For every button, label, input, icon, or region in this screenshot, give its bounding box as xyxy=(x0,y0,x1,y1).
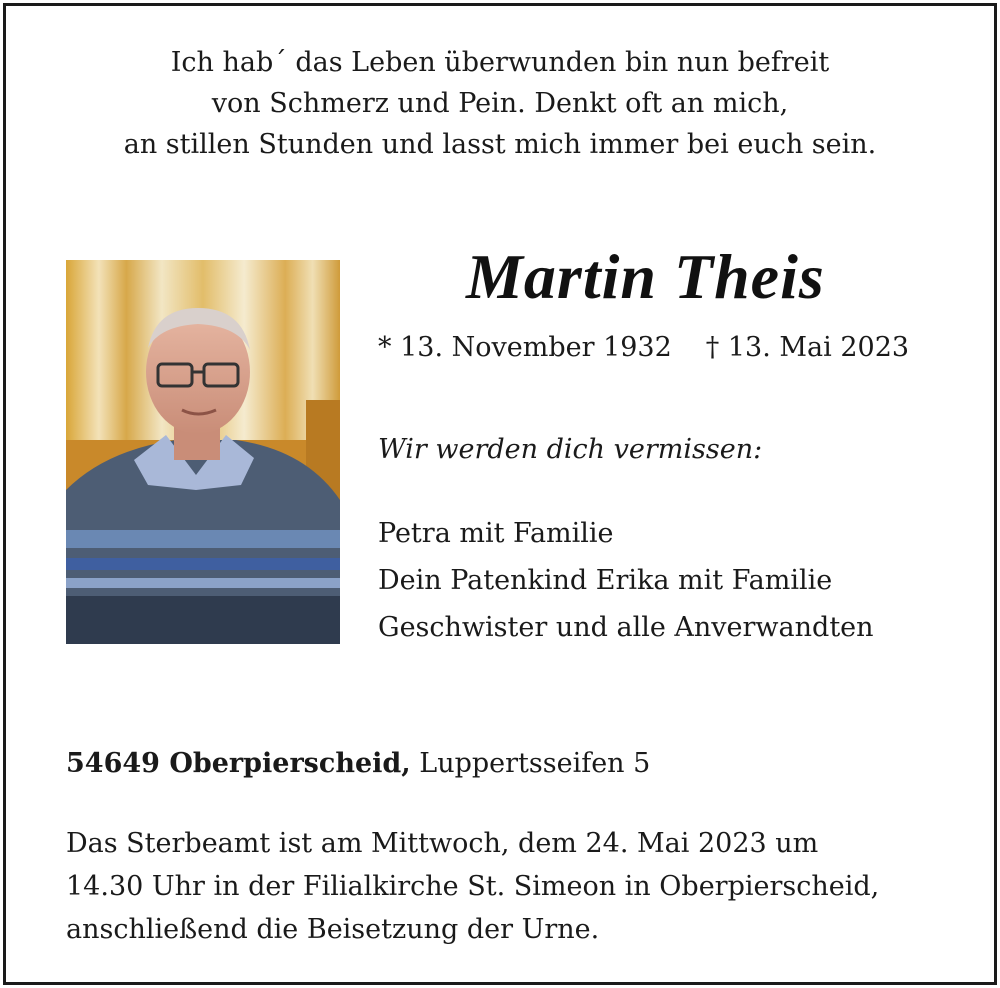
poem-line: von Schmerz und Pein. Denkt oft an mich, xyxy=(211,88,789,119)
death-date: † 13. Mai 2023 xyxy=(705,332,910,363)
address-street: Luppertsseifen 5 xyxy=(419,748,651,779)
mourner-item: Petra mit Familie xyxy=(378,518,614,549)
poem xyxy=(0,42,1000,165)
address xyxy=(66,748,650,779)
portrait-photo xyxy=(66,260,340,644)
service-info xyxy=(66,822,879,951)
deceased-name: Martin Theis xyxy=(466,241,825,312)
service-line: Das Sterbeamt ist am Mittwoch, dem 24. Mai 2023 um xyxy=(66,828,819,859)
poem-line: Ich hab´ das Leben überwunden bin nun befreit xyxy=(170,47,830,78)
address-postal-city: 54649 Oberpierscheid, xyxy=(66,748,411,779)
mourning-heading: Wir werden dich vermissen: xyxy=(378,434,763,465)
poem-line: an stillen Stunden und lasst mich immer bei euch sein. xyxy=(123,129,877,160)
life-dates xyxy=(378,332,909,363)
birth-date: * 13. November 1932 xyxy=(378,332,672,363)
mourner-item: Geschwister und alle Anverwandten xyxy=(378,612,874,643)
mourner-list xyxy=(378,510,874,651)
mourner-item: Dein Patenkind Erika mit Familie xyxy=(378,565,833,596)
service-line: anschließend die Beisetzung der Urne. xyxy=(66,914,600,945)
service-line: 14.30 Uhr in der Filialkirche St. Simeon in Oberpierscheid, xyxy=(66,871,880,902)
